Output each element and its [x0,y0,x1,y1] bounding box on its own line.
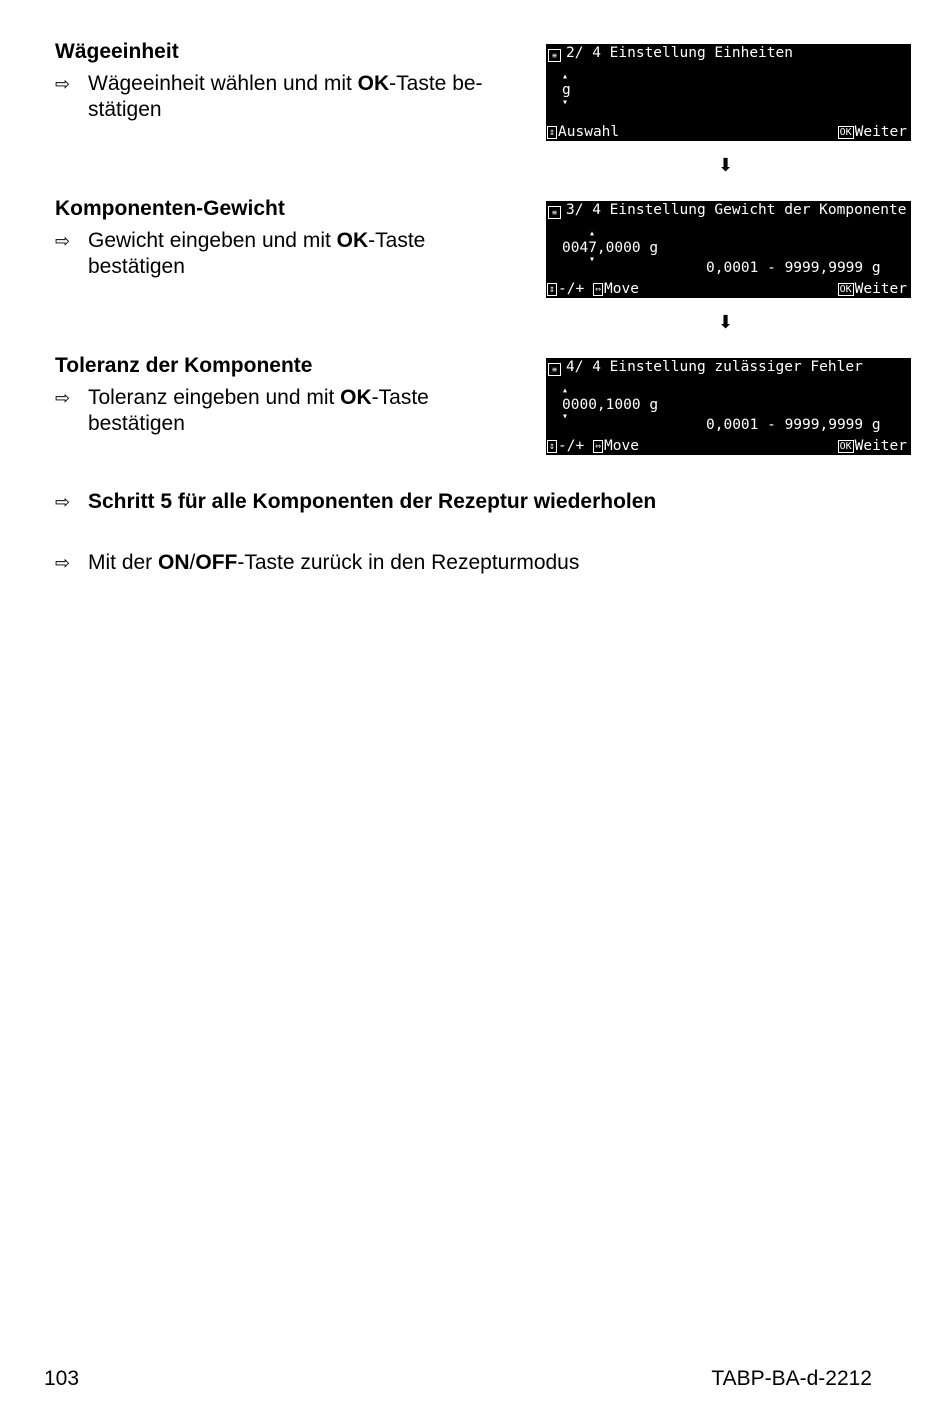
step-key: OK [336,229,369,252]
lcd-screen-weight [546,201,911,298]
lcd-bottom-move: Move [604,281,639,297]
updown-key-icon: ⇕ [549,441,556,452]
step-toleranz [55,385,429,437]
lcd-range: 0,0001 - 9999,9999 g [706,417,881,433]
on-key: ON [158,551,190,574]
step-waegeeinheit [55,71,483,123]
step-komponenten-gewicht [55,228,425,280]
step-arrow-icon: ⇨ [55,231,71,251]
ok-key-icon: OK [839,127,852,138]
off-key: OFF [195,551,238,574]
step-text-line2: bestätigen [88,255,185,278]
step-text: Wägeeinheit wählen und mit [88,72,358,95]
step-text-end: -Taste [368,229,426,252]
page-number: 103 [44,1367,80,1390]
down-arrow-icon: ▾ [589,254,596,265]
lcd-value: g [562,82,571,98]
repeat-text: Schritt 5 für alle Komponenten der Rezeptur wiederholen [88,490,657,513]
up-arrow-icon: ▴ [589,228,596,239]
ok-key-icon: OK [839,441,852,452]
up-arrow-icon: ▴ [562,71,569,82]
step-return [55,550,579,576]
step-arrow-icon: ⇨ [55,492,71,512]
slash: / [189,551,196,574]
down-arrow-icon: ⬇ [718,155,734,175]
lcd-bottom-right: Weiter [854,124,907,140]
doc-code: TABP-BA-d-2212 [711,1367,872,1390]
step-text-line2: stätigen [88,98,162,121]
return-text-end: -Taste zurück in den Rezepturmodus [237,551,580,574]
down-arrow-icon: ▾ [562,97,569,108]
step-arrow-icon: ⇨ [55,388,71,408]
menu-icon: ≡ [548,363,561,376]
lcd-title: 2/ 4 Einstellung Einheiten [566,45,793,61]
step-text-end: -Taste be- [389,72,483,95]
down-arrow-icon: ▾ [562,411,569,422]
lcd-bottom-right: Weiter [854,438,907,454]
ok-key-icon: OK [839,284,852,295]
updown-key-icon: ⇕ [549,127,556,138]
step-text-line2: bestätigen [88,412,185,435]
lcd-bottom-left: -/+ [558,281,585,297]
step-key: OK [357,72,390,95]
lcd-unit: g [649,240,659,256]
step-arrow-icon: ⇨ [55,553,71,573]
lcd-bottom-move: Move [604,438,639,454]
menu-icon: ≡ [548,49,561,62]
updown-key-icon: ⇕ [549,284,556,295]
step-text-end: -Taste [371,386,429,409]
lcd-value: 0000,1000 [562,397,641,413]
lcd-bottom-right: Weiter [854,281,907,297]
lcd-title: 4/ 4 Einstellung zulässiger Fehler [566,359,863,375]
up-arrow-icon: ▴ [562,385,569,396]
step-text: Toleranz eingeben und mit [88,386,341,409]
step-key: OK [340,386,372,409]
leftright-key-icon: ⇔ [594,441,601,452]
lcd-bottom-left: -/+ [558,438,585,454]
lcd-screen-units [546,44,911,141]
step-repeat [55,489,656,515]
down-arrow-icon: ⬇ [718,312,734,332]
step-text: Gewicht eingeben und mit [88,229,337,252]
return-text: Mit der [88,551,159,574]
heading-komponenten-gewicht: Komponenten-Gewicht [55,197,285,220]
step-arrow-icon: ⇨ [55,74,71,94]
lcd-range: 0,0001 - 9999,9999 g [706,260,881,276]
leftright-key-icon: ⇔ [594,284,601,295]
lcd-screen-tolerance [546,358,911,455]
menu-icon: ≡ [548,206,561,219]
lcd-value: 0047,0000 [562,240,641,256]
lcd-bottom-left: Auswahl [558,124,620,140]
lcd-title: 3/ 4 Einstellung Gewicht der Komponente [566,202,907,218]
heading-toleranz: Toleranz der Komponente [55,354,313,377]
heading-waegeeinheit: Wägeeinheit [55,40,179,63]
lcd-unit: g [649,397,659,413]
